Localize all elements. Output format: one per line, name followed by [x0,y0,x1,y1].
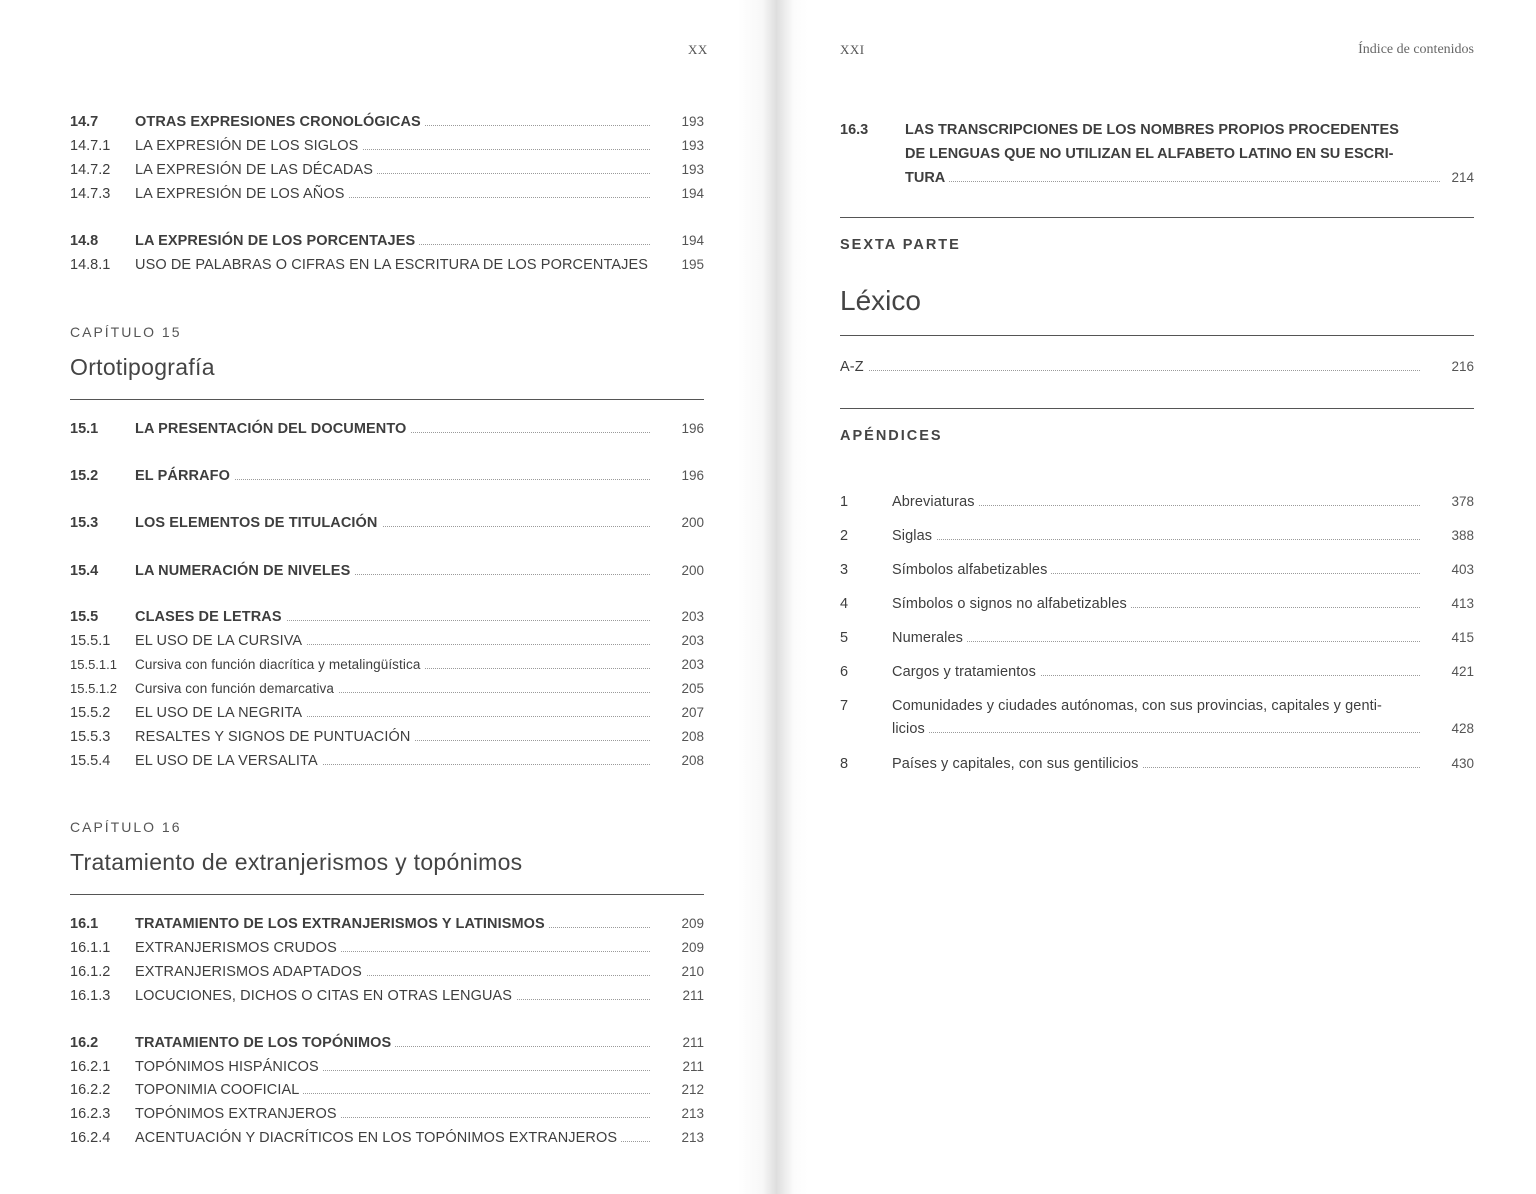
entry-title: TRATAMIENTO DE LOS TOPÓNIMOS [135,1033,395,1053]
right-page [768,0,1536,1194]
entry-page-number: 203 [681,609,704,624]
appendix-title-line: licios [892,719,929,739]
entry-page-number: 212 [681,1082,704,1097]
entry-title: LA NUMERACIÓN DE NIVELES [135,561,354,581]
toc-entry-a-z[interactable] [840,357,1474,377]
entry-title: EL USO DE LA NEGRITA [135,703,306,723]
entry-number: 14.7 [70,114,99,130]
entry-number: 15.5 [70,609,99,625]
appendix-page-number: 413 [1451,596,1474,611]
appendix-number: 2 [840,528,849,544]
entry-number: 15.5.1.2 [70,681,117,696]
chapter-label: CAPÍTULO 15 [70,324,182,340]
entry-page-number: 213 [681,1106,704,1121]
entry-page-number: 200 [681,515,704,530]
entry-number: 15.5.4 [70,753,111,769]
entry-page-number: 208 [681,753,704,768]
toc-entry[interactable] [70,136,704,156]
appendix-title: Cargos y tratamientos [892,662,1040,682]
entry-number: 15.2 [70,468,99,484]
entry-title: TOPÓNIMOS EXTRANJEROS [135,1104,341,1124]
chapter-rule [70,894,704,895]
entry-page-number: 205 [681,681,704,696]
entry-title: LA EXPRESIÓN DE LOS AÑOS [135,184,349,204]
running-head: Índice de contenidos [1358,42,1474,57]
entry-title: LA PRESENTACIÓN DEL DOCUMENTO [135,419,410,439]
entry-title: ACENTUACIÓN Y DIACRÍTICOS EN LOS TOPÓNIMOS EXTRANJEROS [135,1128,621,1148]
toc-entry[interactable] [70,419,704,439]
entry-number: 15.1 [70,421,99,437]
toc-entry[interactable] [70,1033,704,1053]
entry-page-number: 196 [681,421,704,436]
toc-entry[interactable] [70,184,704,204]
entry-number: 16.2.2 [70,1082,111,1098]
appendix-title: Países y capitales, con sus gentilicios [892,754,1143,774]
toc-entry[interactable] [70,631,704,651]
entry-page-number: 210 [681,964,704,979]
entry-number: 16.2.4 [70,1130,111,1146]
entry-page-number: 194 [681,186,704,201]
chapter-label: CAPÍTULO 16 [70,819,182,835]
entry-number: 14.7.1 [70,138,111,154]
entry-title: CLASES DE LETRAS [135,607,286,627]
toc-entry[interactable] [70,655,704,675]
toc-entry[interactable] [70,466,704,486]
entry-page-number: 209 [681,940,704,955]
entry-number: 15.5.2 [70,705,111,721]
appendix-title: Abreviaturas [892,492,979,512]
entry-number: 16.2 [70,1035,99,1051]
entry-number: 15.5.3 [70,729,111,745]
entry-title: Cursiva con función demarcativa [135,679,338,699]
entry-title: EL PÁRRAFO [135,466,234,486]
appendix-number: 4 [840,596,849,612]
entry-page-number: 194 [681,233,704,248]
entry-page-number: 193 [681,114,704,129]
entry-title: TOPÓNIMOS HISPÁNICOS [135,1057,323,1077]
entry-number: 16.1.2 [70,964,111,980]
chapter-title: Tratamiento de extranjerismos y topónimos [70,849,523,875]
appendix-number: 7 [840,698,849,714]
toc-entry[interactable] [70,751,704,771]
toc-entry[interactable] [70,703,704,723]
appendices-label: APÉNDICES [840,428,943,444]
entry-title: EXTRANJERISMOS CRUDOS [135,938,341,958]
entry-page-number: 214 [1451,170,1474,185]
entry-number: 16.3 [840,122,869,138]
entry-page-number: 208 [681,729,704,744]
entry-title: OTRAS EXPRESIONES CRONOLÓGICAS [135,112,425,132]
toc-entry[interactable] [70,160,704,180]
entry-page-number: 207 [681,705,704,720]
entry-number: 14.7.2 [70,162,111,178]
entry-title-line: TURA [905,170,949,186]
appendix-number: 8 [840,756,849,772]
part-rule [840,217,1474,218]
entry-title: RESALTES Y SIGNOS DE PUNTUACIÓN [135,727,414,747]
entry-page-number: 211 [682,1035,704,1050]
toc-entry[interactable] [70,679,704,699]
appendix-title: Numerales [892,628,967,648]
part-rule [840,335,1474,336]
dot-leader [892,539,1420,540]
entry-title: A-Z [840,357,868,377]
toc-entry[interactable] [70,1128,704,1148]
entry-number: 14.7.3 [70,186,111,202]
entry-page-number: 209 [681,916,704,931]
part-title: Léxico [840,285,921,316]
entry-title: Cursiva con función diacrítica y metalingüística [135,655,424,675]
appendix-page-number: 428 [1451,721,1474,736]
dot-leader [892,732,1420,733]
entry-number: 16.1.1 [70,940,111,956]
part-rule [840,408,1474,409]
entry-title: TOPONIMIA COOFICIAL [135,1080,303,1100]
toc-entry[interactable] [70,962,704,982]
entry-number: 15.4 [70,563,99,579]
dot-leader [840,370,1420,371]
entry-title-line: DE LENGUAS QUE NO UTILIZAN EL ALFABETO LATINO EN SU ESCRI- [905,146,1394,162]
entry-page-number: 216 [1451,359,1474,374]
toc-entry[interactable] [70,561,704,581]
toc-entry[interactable] [70,938,704,958]
toc-entry[interactable] [70,1080,704,1100]
appendix-title: Símbolos o signos no alfabetizables [892,594,1131,614]
entry-page-number: 211 [682,1059,704,1074]
toc-entry[interactable] [70,231,704,251]
appendix-number: 6 [840,664,849,680]
appendix-page-number: 415 [1451,630,1474,645]
entry-title-line: LAS TRANSCRIPCIONES DE LOS NOMBRES PROPIOS PROCEDENTES [905,122,1399,138]
entry-number: 15.5.1.1 [70,657,117,672]
entry-title: TRATAMIENTO DE LOS EXTRANJERISMOS Y LATINISMOS [135,914,549,934]
entry-number: 16.1.3 [70,988,111,1004]
toc-entry[interactable] [70,1057,704,1077]
entry-title: LOS ELEMENTOS DE TITULACIÓN [135,513,382,533]
appendix-number: 5 [840,630,849,646]
appendix-page-number: 388 [1451,528,1474,543]
entry-title: EL USO DE LA CURSIVA [135,631,306,651]
toc-entry[interactable] [70,1104,704,1124]
entry-number: 14.8.1 [70,257,111,273]
dot-leader [948,181,1440,182]
toc-entry[interactable] [70,255,704,275]
entry-page-number: 211 [682,988,704,1003]
entry-title: LOCUCIONES, DICHOS O CITAS EN OTRAS LENGUAS [135,986,516,1006]
toc-entry[interactable] [70,607,704,627]
entry-number: 16.1 [70,916,99,932]
entry-title: LA EXPRESIÓN DE LOS PORCENTAJES [135,231,419,251]
entry-number: 16.2.1 [70,1059,111,1075]
entry-title: USO DE PALABRAS O CIFRAS EN LA ESCRITURA DE LOS PORCENTAJES [135,255,652,275]
entry-title: EXTRANJERISMOS ADAPTADOS [135,962,366,982]
toc-entry[interactable] [70,914,704,934]
appendix-page-number: 378 [1451,494,1474,509]
appendix-page-number: 403 [1451,562,1474,577]
appendix-title-line: Comunidades y ciudades autónomas, con sus provincias, capitales y genti- [892,696,1386,716]
entry-page-number: 193 [681,138,704,153]
appendix-number: 3 [840,562,849,578]
entry-number: 15.3 [70,515,99,531]
dot-leader [892,641,1420,642]
toc-entry[interactable] [70,112,704,132]
appendix-title: Siglas [892,526,936,546]
entry-page-number: 193 [681,162,704,177]
entry-page-number: 203 [681,633,704,648]
entry-title: LA EXPRESIÓN DE LAS DÉCADAS [135,160,377,180]
entry-page-number: 195 [681,257,704,272]
appendix-number: 1 [840,494,849,510]
entry-page-number: 213 [681,1130,704,1145]
entry-page-number: 203 [681,657,704,672]
appendix-page-number: 430 [1451,756,1474,771]
toc-entry[interactable] [70,727,704,747]
toc-entry[interactable] [70,986,704,1006]
entry-number: 15.5.1 [70,633,111,649]
toc-entry[interactable] [70,513,704,533]
entry-number: 14.8 [70,233,99,249]
page-folio: XX [688,42,708,57]
entry-page-number: 200 [681,563,704,578]
chapter-title: Ortotipografía [70,354,215,380]
entry-title: EL USO DE LA VERSALITA [135,751,322,771]
appendix-page-number: 421 [1451,664,1474,679]
chapter-rule [70,399,704,400]
page-folio: XXI [840,42,865,57]
part-label: SEXTA PARTE [840,237,961,253]
entry-number: 16.2.3 [70,1106,111,1122]
entry-title: LA EXPRESIÓN DE LOS SIGLOS [135,136,362,156]
entry-page-number: 196 [681,468,704,483]
appendix-title: Símbolos alfabetizables [892,560,1051,580]
